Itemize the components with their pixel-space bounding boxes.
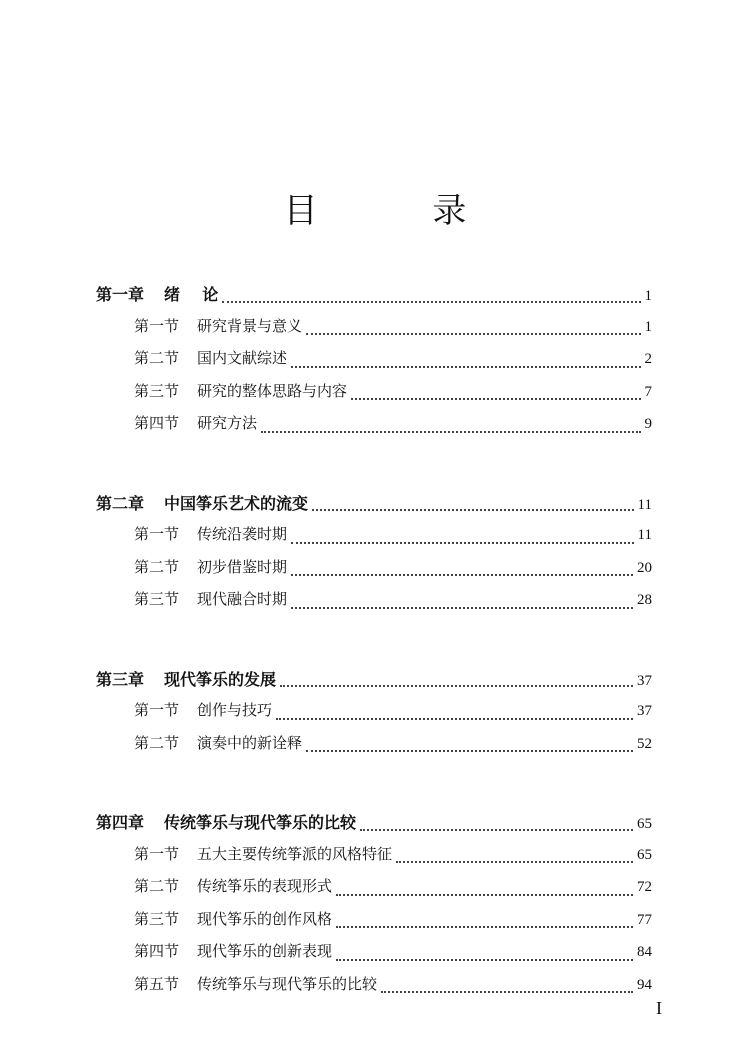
dot-leader: [336, 893, 633, 896]
chapter-title: 绪 论: [164, 285, 219, 304]
section-title: 传统筝乐的表现形式: [197, 877, 333, 895]
section-number: 第二节: [134, 733, 180, 752]
section-entry[interactable]: [96, 588, 652, 621]
dot-leader: [291, 541, 634, 544]
dot-leader: [381, 990, 633, 993]
chapter-1: [96, 282, 652, 445]
section-title: 研究方法: [197, 414, 258, 432]
section-title: 传统沿袭时期: [197, 525, 288, 543]
chapter-entry[interactable]: [96, 491, 652, 524]
chapter-3: [96, 667, 652, 765]
section-number: 第二节: [134, 877, 180, 895]
page-number: 11: [637, 527, 652, 543]
dot-leader: [306, 332, 640, 335]
section-title: 传统筝乐与现代筝乐的比较: [197, 974, 378, 993]
chapter-title: 中国筝乐艺术的流变: [164, 493, 309, 513]
section-number: 第三节: [134, 590, 180, 608]
page-number: 28: [637, 592, 652, 608]
section-entry[interactable]: [96, 699, 652, 732]
dot-leader: [291, 573, 633, 576]
section-number: 第四节: [134, 414, 180, 432]
table-of-contents: [96, 282, 652, 1005]
section-number: 第一节: [134, 844, 180, 863]
page-number: 11: [637, 496, 652, 513]
section-entry[interactable]: [96, 732, 652, 765]
chapter-number: 第三章: [96, 669, 145, 689]
section-entry[interactable]: [96, 843, 652, 876]
dot-leader: [222, 300, 640, 303]
section-title: 研究的整体思路与内容: [197, 381, 348, 400]
chapter-entry[interactable]: [96, 282, 652, 315]
section-entry[interactable]: [96, 315, 652, 348]
page-number: 20: [637, 559, 652, 576]
page-number: 52: [637, 735, 652, 752]
section-entry[interactable]: [96, 523, 652, 556]
section-entry[interactable]: [96, 940, 652, 973]
section-entry[interactable]: [96, 347, 652, 380]
page-number: 1: [644, 318, 652, 335]
section-number: 第二节: [134, 557, 180, 576]
page-number: 7: [644, 383, 652, 400]
page-number: 65: [637, 846, 652, 863]
chapter-2: [96, 491, 652, 621]
section-entry[interactable]: [96, 875, 652, 908]
dot-leader: [291, 606, 633, 609]
chapter-title: 传统筝乐与现代筝乐的比较: [164, 813, 357, 832]
section-entry[interactable]: [96, 556, 652, 589]
section-number: 第一节: [134, 316, 180, 335]
section-entry[interactable]: [96, 412, 652, 445]
dot-leader: [276, 717, 633, 720]
section-title: 研究背景与意义: [197, 316, 303, 335]
chapter-4: [96, 810, 652, 1005]
section-title: 现代融合时期: [197, 590, 288, 608]
chapter-number: 第一章: [96, 285, 145, 304]
dot-leader: [261, 430, 640, 433]
dot-leader: [396, 860, 633, 863]
chapter-number: 第四章: [96, 813, 145, 832]
page-number: 2: [644, 351, 652, 367]
section-title: 现代筝乐的创作风格: [197, 909, 333, 928]
section-title: 演奏中的新诠释: [197, 733, 303, 752]
page-number: 1: [644, 288, 652, 304]
chapter-number: 第二章: [96, 493, 145, 513]
section-entry[interactable]: [96, 380, 652, 413]
page-number: 84: [637, 944, 652, 960]
section-number: 第三节: [134, 381, 180, 400]
dot-leader: [360, 828, 633, 831]
chapter-entry[interactable]: [96, 810, 652, 843]
section-number: 第一节: [134, 701, 180, 719]
dot-leader: [312, 508, 634, 511]
page-number: 37: [637, 703, 652, 719]
dot-leader: [291, 365, 640, 368]
section-entry[interactable]: [96, 973, 652, 1006]
section-entry[interactable]: [96, 908, 652, 941]
page-number: 72: [637, 879, 652, 895]
section-title: 现代筝乐的创新表现: [197, 942, 333, 960]
section-number: 第一节: [134, 525, 180, 543]
dot-leader: [351, 397, 640, 400]
section-number: 第四节: [134, 942, 180, 960]
section-title: 五大主要传统筝派的风格特征: [197, 844, 393, 863]
page-title: 目 录: [283, 191, 519, 231]
section-number: 第二节: [134, 349, 180, 367]
dot-leader: [280, 684, 633, 687]
section-title: 创作与技巧: [197, 701, 273, 719]
page-number: 65: [637, 816, 652, 832]
chapter-entry[interactable]: [96, 667, 652, 700]
page-number: 94: [637, 976, 652, 993]
dot-leader: [306, 749, 633, 752]
section-title: 国内文献综述: [197, 349, 288, 367]
section-title: 初步借鉴时期: [197, 557, 288, 576]
dot-leader: [336, 925, 633, 928]
chapter-title: 现代筝乐的发展: [164, 669, 277, 689]
page-number: 77: [637, 911, 652, 928]
section-number: 第三节: [134, 909, 180, 928]
folio-page-number: I: [656, 998, 662, 1018]
section-number: 第五节: [134, 974, 180, 993]
page-number: 9: [644, 416, 652, 432]
page-number: 37: [637, 672, 652, 689]
dot-leader: [336, 958, 633, 961]
